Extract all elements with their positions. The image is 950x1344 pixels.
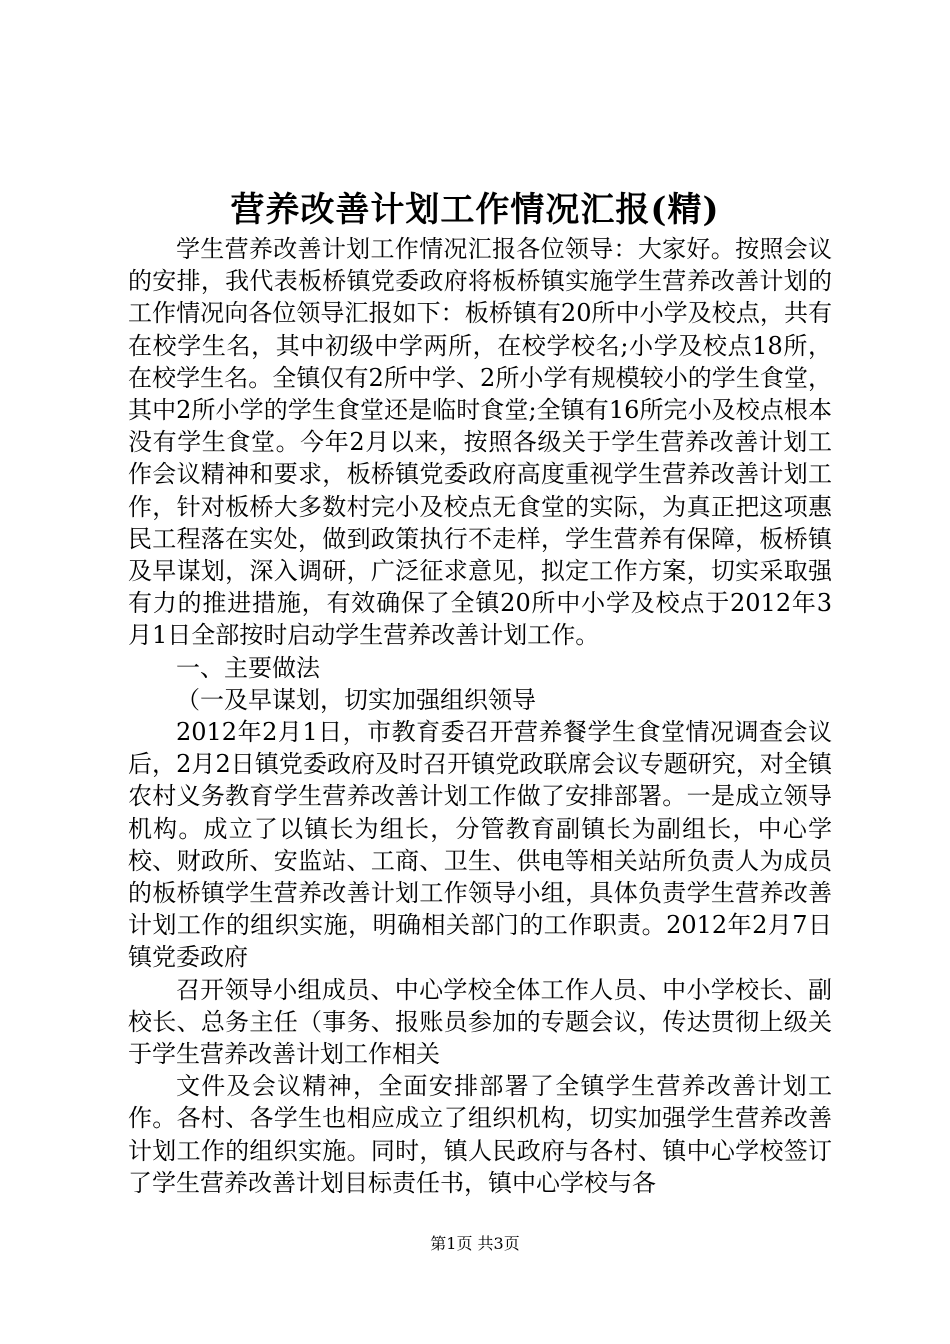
page-number-footer: 第1页 共3页 (430, 1234, 520, 1253)
paragraph: 召开领导小组成员、中心学校全体工作人员、中小学校长、副校长、总务主任（事务、报账员参加的专题会议，传达贯彻上级关于学生营养改善计划工作相关 (128, 975, 832, 1069)
document-body (128, 233, 832, 1199)
document-title: 营养改善计划工作情况汇报(精) (230, 190, 720, 230)
paragraph: 文件及会议精神，全面安排部署了全镇学生营养改善计划工作。各村、各学生也相应成立了组织机构，切实加强学生营养改善计划工作的组织实施。同时，镇人民政府与各村、镇中心学校签订了学生营养改善计划目标责任书，镇中心学校与各 (128, 1072, 832, 1197)
section-heading: 一、主要做法 (176, 653, 320, 682)
paragraph: 学生营养改善计划工作情况汇报各位领导：大家好。按照会议的安排，我代表板桥镇党委政府将板桥镇实施学生营养改善计划的工作情况向各位领导汇报如下：板桥镇有20所中小学及校点，共有在校学生名，其中初级中学两所，在校学校名;小学及校点18所，在校学生名。全镇仅有2所中学、2所小学有规模较小的学生食堂，其中2所小学的学生食堂还是临时食堂;全镇有16所完小及校点根本没有学生食堂。今年2月以来，按照各级关于学生营养改善计划工作会议精神和要求，板桥镇党委政府高度重视学生营养改善计划工作，针对板桥大多数村完小及校点无食堂的实际，为真正把这项惠民工程落在实处，做到政策执行不走样，学生营养有保障，板桥镇及早谋划，深入调研，广泛征求意见，拟定工作方案，切实采取强有力的推进措施，有效确保了全镇20所中小学及校点于2012年3月1日全部按时启动学生营养改善计划工作。 (128, 235, 832, 650)
paragraph: 2012年2月1日，市教育委召开营养餐学生食堂情况调查会议后，2月2日镇党委政府及时召开镇党政联席会议专题研究，对全镇农村义务教育学生营养改善计划工作做了安排部署。一是成立领导机构。成立了以镇长为组长，分管教育副镇长为副组长，中心学校、财政所、安监站、工商、卫生、供电等相关站所负责人为成员的板桥镇学生营养改善计划工作领导小组，具体负责学生营养改善计划工作的组织实施，明确相关部门的工作职责。2012年2月7日镇党委政府 (128, 718, 832, 972)
subsection-heading: （一及早谋划，切实加强组织领导 (176, 685, 536, 714)
